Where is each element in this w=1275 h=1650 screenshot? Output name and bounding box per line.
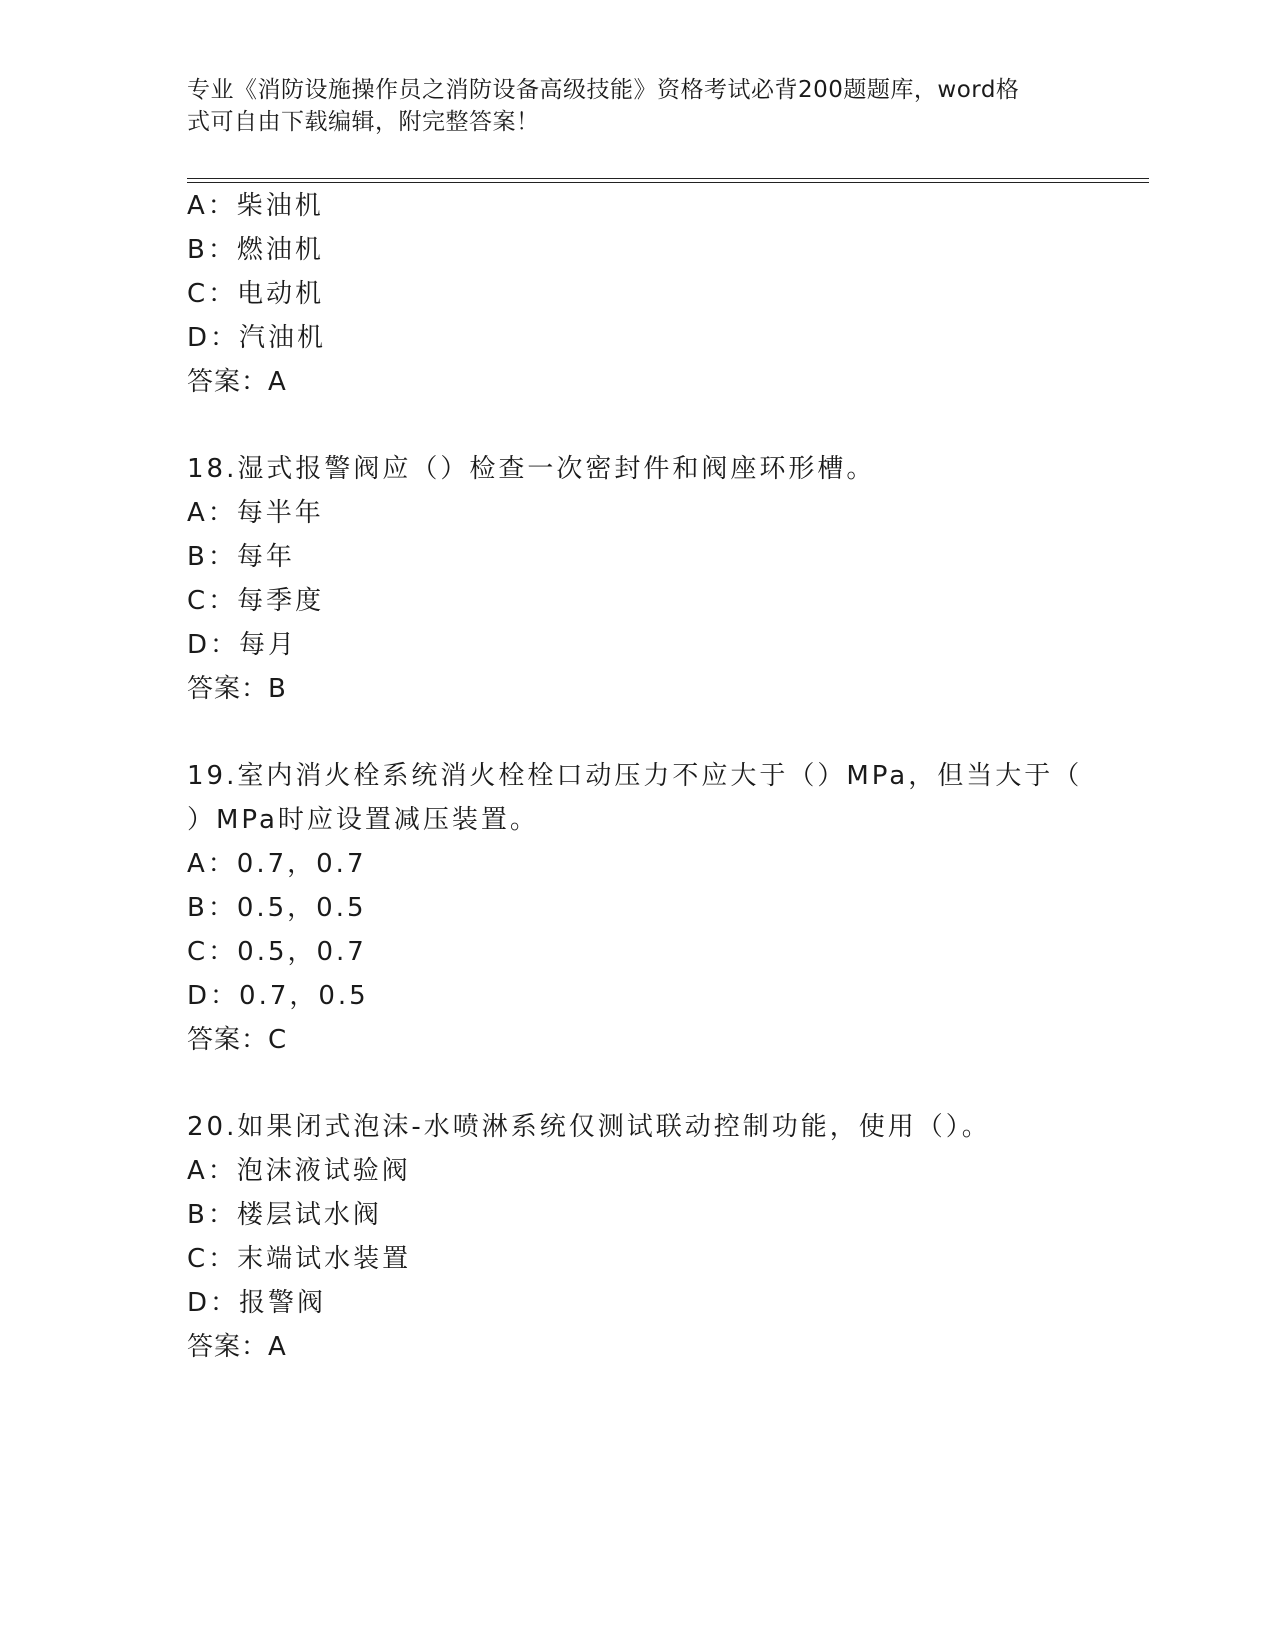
answer-line: 答案：A — [187, 1332, 287, 1362]
option-c: C：末端试水装置 — [187, 1244, 412, 1274]
option-d: D：每月 — [187, 630, 298, 660]
answer-line: 答案：C — [187, 1025, 288, 1055]
option-b: B：楼层试水阀 — [187, 1200, 382, 1230]
option-a: A：柴油机 — [187, 191, 324, 221]
document-title — [187, 74, 1087, 138]
option-a: A：每半年 — [187, 498, 324, 528]
option-a: A：泡沫液试验阀 — [187, 1156, 411, 1186]
option-b: B：燃油机 — [187, 235, 324, 265]
option-c: C：电动机 — [187, 279, 325, 309]
option-b: B：每年 — [187, 542, 295, 572]
question-stem: 20.如果闭式泡沫-水喷淋系统仅测试联动控制功能，使用（）。 — [187, 1112, 991, 1142]
option-c: C：每季度 — [187, 586, 325, 616]
question-stem-line-2: ）MPa时应设置减压装置。 — [187, 805, 539, 835]
question-stem: 18.湿式报警阀应（）检查一次密封件和阀座环形槽。 — [187, 454, 876, 484]
header-divider — [187, 178, 1149, 183]
answer-line: 答案：A — [187, 367, 287, 397]
option-d: D：汽油机 — [187, 323, 327, 353]
option-b: B：0.5，0.5 — [187, 893, 367, 923]
question-stem-line-1: 19.室内消火栓系统消火栓栓口动压力不应大于（）MPa，但当大于（ — [187, 761, 1083, 791]
title-line-2: 式可自由下载编辑，附完整答案！ — [187, 109, 540, 135]
title-line-1: 专业《消防设施操作员之消防设备高级技能》资格考试必背200题题库，word格 — [187, 77, 1020, 103]
option-d: D：0.7，0.5 — [187, 981, 369, 1011]
option-c: C：0.5，0.7 — [187, 937, 367, 967]
answer-line: 答案：B — [187, 674, 287, 704]
option-a: A：0.7，0.7 — [187, 849, 367, 879]
option-d: D：报警阀 — [187, 1288, 327, 1318]
